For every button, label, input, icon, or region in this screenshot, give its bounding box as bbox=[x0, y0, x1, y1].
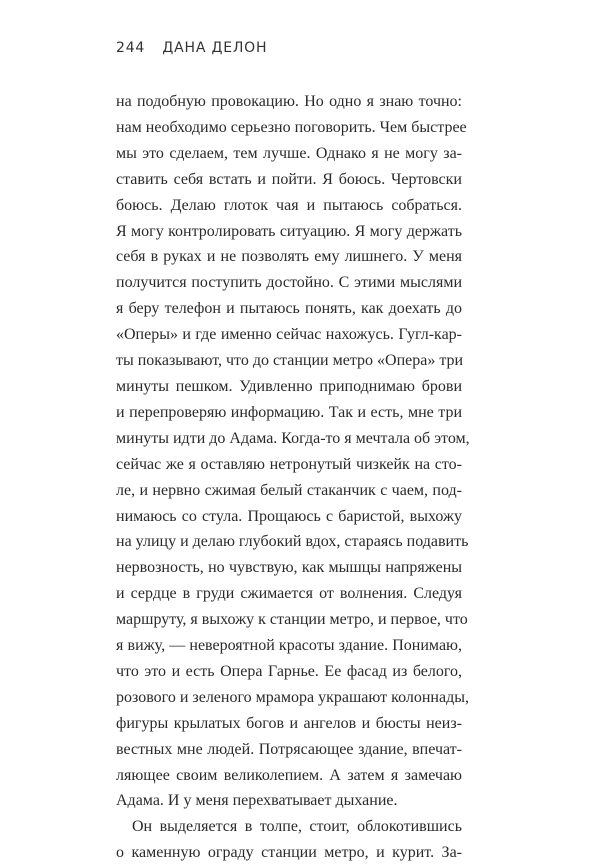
running-head bbox=[116, 40, 267, 56]
author-name: ДАНА ДЕЛОН bbox=[162, 40, 268, 56]
text-line: я беру телефон и пытаюсь понять, как доехать до bbox=[116, 300, 462, 318]
text-line: минуты пешком. Удивленно приподнимаю брови bbox=[116, 377, 462, 395]
text-line: и перепроверяю информацию. Так и есть, мне три bbox=[116, 403, 462, 421]
text-line: что это и есть Опера Гарнье. Ее фасад из белого, bbox=[116, 662, 462, 680]
text-line: «Оперы» и где именно сейчас нахожусь. Гугл-кар- bbox=[116, 326, 462, 344]
paragraph-first-line: Он выделяется в толпе, стоит, облокотившись bbox=[132, 818, 462, 836]
text-line: розового и зеленого мрамора украшают колоннады, bbox=[116, 688, 469, 706]
text-line: я вижу, — невероятной красоты здание. Понимаю, bbox=[116, 637, 462, 655]
paragraph-last-line: Адама. И у меня перехватывает дыхание. bbox=[116, 792, 398, 810]
page-body bbox=[116, 89, 470, 866]
text-line: ты показывают, что до станции метро «Опера» три bbox=[116, 352, 464, 370]
text-line: ляющее своим великолепием. А затем я замечаю bbox=[116, 766, 462, 784]
text-line: маршруту, я выхожу к станции метро, и первое, что bbox=[116, 611, 468, 629]
text-line: нам необходимо серьезно поговорить. Чем быстрее bbox=[116, 118, 467, 136]
text-line: ле, и нервно сжимая белый стаканчик с чаем, под- bbox=[116, 481, 462, 499]
text-line: и сердце в груди сжимается от волнения. Следуя bbox=[116, 585, 462, 603]
text-line: ставить себя встать и пойти. Я боюсь. Чертовски bbox=[116, 170, 462, 188]
text-line: боюсь. Делаю глоток чая и пытаюсь собраться. bbox=[116, 196, 462, 214]
text-line: минуты идти до Адама. Когда-то я мечтала об этом, bbox=[116, 429, 470, 447]
text-line: получится поступить достойно. С этими мыслями bbox=[116, 274, 462, 292]
text-line: нервозность, но чувствую, как мышцы напряжены bbox=[116, 559, 462, 577]
text-line: о каменную ограду станции метро, и курит. За- bbox=[116, 844, 462, 862]
text-line: сейчас же я оставляю нетронутый чизкейк на сто- bbox=[116, 455, 462, 473]
text-line: фигуры крылатых богов и ангелов и бюсты неиз- bbox=[116, 714, 462, 732]
page-number: 244 bbox=[116, 40, 146, 56]
text-line: на подобную провокацию. Но одно я знаю точно: bbox=[116, 93, 462, 110]
text-line: вестных мне людей. Потрясающее здание, впечат- bbox=[116, 740, 462, 758]
text-line: мы это сделаем, тем лучше. Однако я не могу за- bbox=[116, 144, 462, 162]
text-line: себя в руках и не позволять ему лишнего. У меня bbox=[116, 248, 462, 266]
text-line: на улицу и делаю глубокий вдох, стараясь подавить bbox=[116, 533, 469, 551]
text-line: Я могу контролировать ситуацию. Я могу держать bbox=[116, 222, 462, 240]
text-line: нимаюсь со стула. Прощаюсь с баристой, выхожу bbox=[116, 507, 462, 525]
